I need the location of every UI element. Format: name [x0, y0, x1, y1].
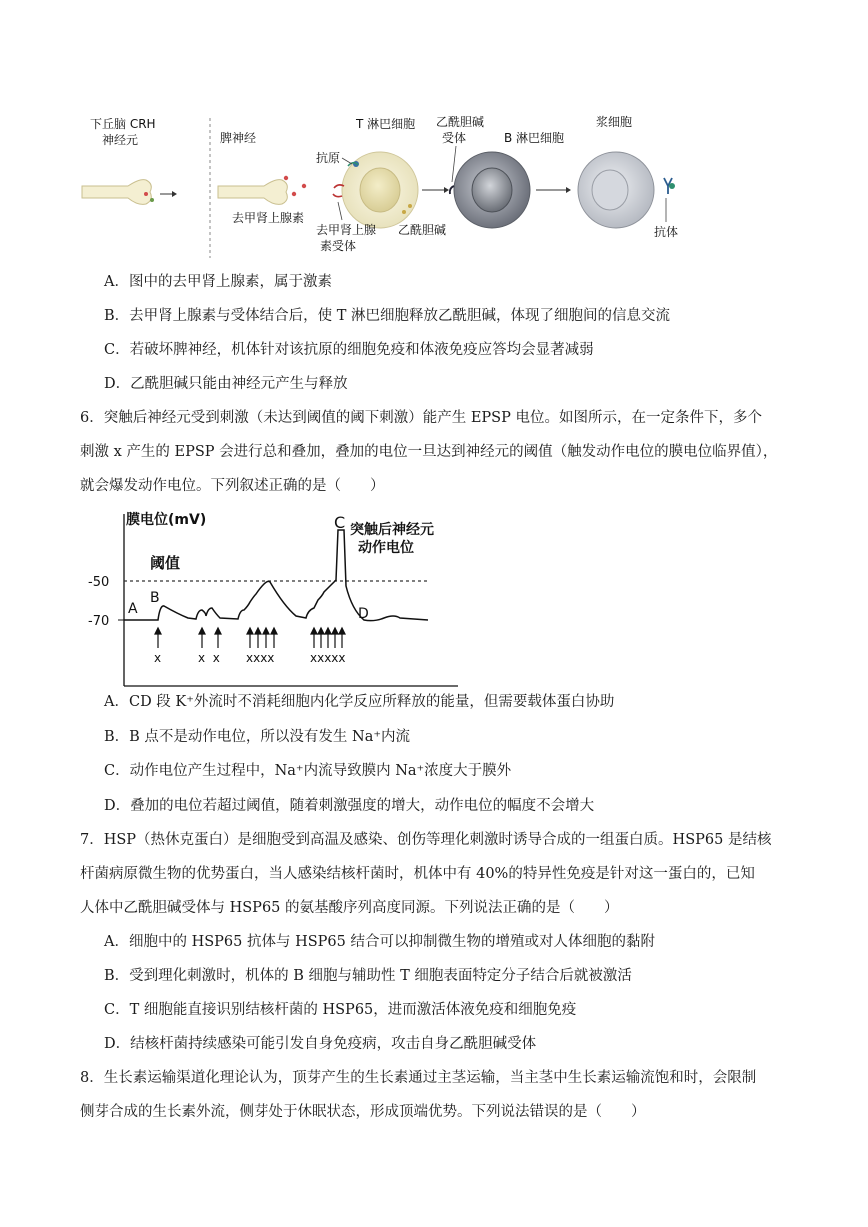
- point-label-c: C: [334, 513, 346, 532]
- q7-stem-line-1: 7．HSP（热休克蛋白）是细胞受到高温及感染、创伤等理化刺激时诱导合成的一组蛋白质。HSP65 是结核: [80, 832, 772, 848]
- q6-stem-line-2: 刺激 x 产生的 EPSP 会进行总和叠加，叠加的电位一旦达到神经元的阈值（触发动作电位的膜电位临界值），: [80, 444, 778, 460]
- ytick-minus50: -50: [88, 575, 110, 590]
- y-axis-label: 膜电位(mV): [126, 512, 207, 528]
- ytick-minus70: -70: [88, 614, 110, 629]
- antigen-label: 抗原: [316, 151, 341, 165]
- q6-option-c: C．动作电位产生过程中，Na⁺内流导致膜内 Na⁺浓度大于膜外: [104, 763, 512, 779]
- annotation-line-2: 动作电位: [358, 540, 414, 556]
- acetylcholine-label: 乙酰胆碱: [398, 223, 447, 237]
- b-cell-label: B 淋巴细胞: [504, 131, 565, 145]
- q5-option-b: B．去甲肾上腺素与受体结合后，使 T 淋巴细胞释放乙酰胆碱，体现了细胞间的信息交流: [104, 308, 671, 324]
- ach-receptor-label-2: 受体: [442, 131, 467, 145]
- stimulus-label-4: xxxxx: [310, 651, 346, 665]
- hypothalamus-label-1: 下丘脑 CRH: [90, 117, 156, 131]
- q6-option-b: B．B 点不是动作电位，所以没有发生 Na⁺内流: [104, 729, 411, 745]
- point-label-d: D: [358, 606, 369, 622]
- annotation-line-1: 突触后神经元: [350, 522, 434, 538]
- q5-option-d: D．乙酰胆碱只能由神经元产生与释放: [104, 376, 348, 392]
- q5-option-a: A．图中的去甲肾上腺素，属于激素: [104, 274, 332, 290]
- q6-option-d: D．叠加的电位若超过阈值，随着刺激强度的增大，动作电位的幅度不会增大: [104, 798, 595, 814]
- q7-stem-line-2: 杆菌病原微生物的优势蛋白，当人感染结核杆菌时，机体中有 40%的特异性免疫是针对这一蛋白的，已知: [80, 866, 755, 882]
- antibody-label: 抗体: [654, 225, 679, 239]
- point-label-a: A: [128, 601, 138, 617]
- q7-option-a: A．细胞中的 HSP65 抗体与 HSP65 结合可以抑制微生物的增殖或对人体细胞的黏附: [104, 934, 655, 950]
- threshold-label: 阈值: [150, 554, 181, 572]
- q7-option-d: D．结核杆菌持续感染可能引发自身免疫病，攻击自身乙酰胆碱受体: [104, 1036, 537, 1052]
- q7-option-b: B．受到理化刺激时，机体的 B 细胞与辅助性 T 细胞表面特定分子结合后就被激活: [104, 968, 632, 984]
- norepinephrine-label: 去甲肾上腺素: [232, 211, 305, 225]
- splenic-nerve-axon: [218, 180, 287, 205]
- hypothalamus-label-2: 神经元: [102, 133, 139, 147]
- plasma-cell-label: 浆细胞: [596, 115, 633, 129]
- stimulus-label-1: x: [154, 651, 162, 665]
- t-cell-label: T 淋巴细胞: [356, 117, 416, 131]
- q5-option-c: C．若破坏脾神经，机体针对该抗原的细胞免疫和体液免疫应答均会显著减弱: [104, 342, 594, 358]
- immune-pathway-figure: [80, 108, 780, 268]
- stimulus-label-2: x x: [198, 651, 220, 665]
- epsp-chart: [88, 510, 488, 690]
- q8-stem-line-2: 侧芽合成的生长素外流，侧芽处于休眠状态，形成顶端优势。下列说法错误的是（ ）: [80, 1104, 646, 1120]
- ne-receptor-label-1: 去甲肾上腺: [316, 223, 377, 237]
- crh-neuron-axon: [82, 180, 151, 205]
- q8-stem-line-1: 8．生长素运输渠道化理论认为，顶芽产生的生长素通过主茎运输，当主茎中生长素运输流饱和时，会限制: [80, 1070, 757, 1086]
- splenic-nerve-label: 脾神经: [220, 131, 257, 145]
- stimulus-label-3: xxxx: [246, 651, 275, 665]
- q6-stem-line-1: 6．突触后神经元受到刺激（未达到阈值的阈下刺激）能产生 EPSP 电位。如图所示，在一定条件下，多个: [80, 410, 762, 426]
- q6-stem-line-3: 就会爆发动作电位。下列叙述正确的是（ ）: [80, 478, 385, 494]
- q6-option-a: A．CD 段 K⁺外流时不消耗细胞内化学反应所释放的能量，但需要载体蛋白协助: [104, 694, 615, 710]
- q7-option-c: C．T 细胞能直接识别结核杆菌的 HSP65，进而激活体液免疫和细胞免疫: [104, 1002, 577, 1018]
- ach-receptor-label-1: 乙酰胆碱: [436, 115, 485, 129]
- point-label-b: B: [150, 590, 160, 606]
- ne-receptor-label-2: 素受体: [320, 239, 357, 253]
- stimulus-arrows: [155, 628, 345, 648]
- q7-stem-line-3: 人体中乙酰胆碱受体与 HSP65 的氨基酸序列高度同源。下列说法正确的是（ ）: [80, 900, 619, 916]
